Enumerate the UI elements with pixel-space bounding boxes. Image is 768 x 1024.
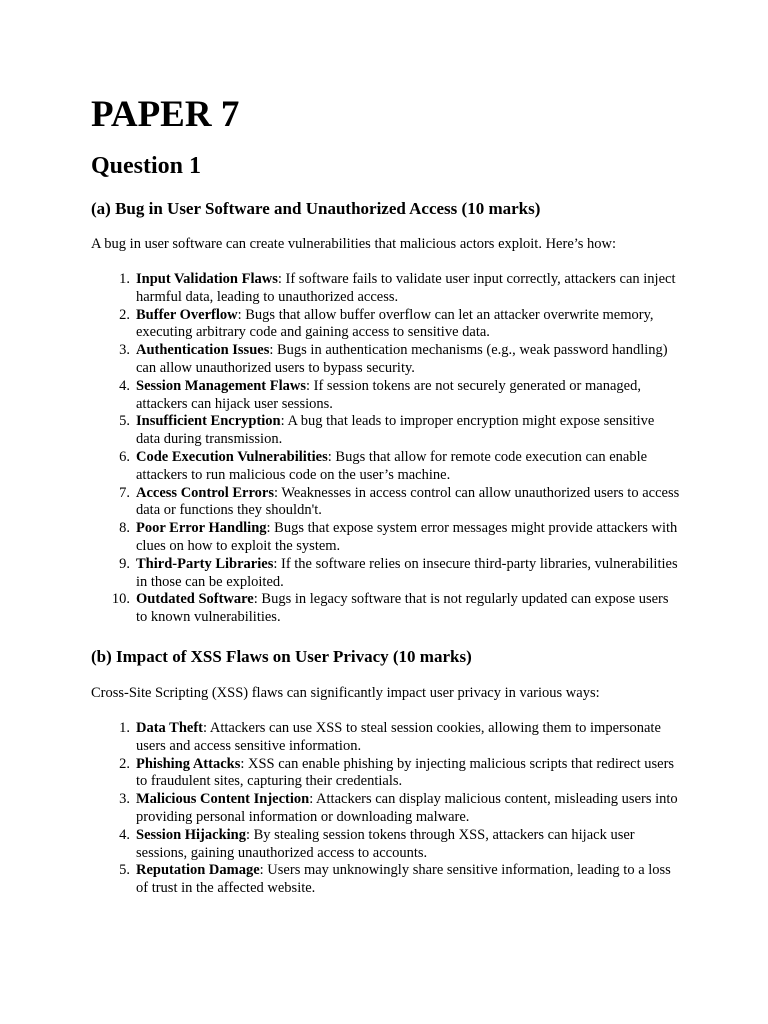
document-title: PAPER 7	[91, 94, 240, 135]
list-item	[119, 720, 681, 756]
item-term: Authentication Issues	[136, 342, 270, 359]
item-text: : By stealing session tokens through XSS, attackers can hijack user sessions, gaining unauthorized access to accounts.	[136, 826, 635, 861]
item-number: 4.	[119, 826, 130, 843]
item-number: 2.	[119, 755, 130, 772]
item-term: Code Execution Vulnerabilities	[136, 448, 328, 465]
item-term: Reputation Damage	[136, 862, 260, 879]
item-term: Input Validation Flaws	[136, 271, 278, 287]
list-item	[111, 591, 681, 627]
item-number: 5.	[119, 862, 130, 879]
item-text: : Weaknesses in access control can allow unauthorized users to access data or functions they shouldn't.	[136, 484, 680, 519]
section-a-list	[111, 271, 681, 627]
list-item	[119, 755, 681, 792]
item-term: Session Management Flaws	[136, 377, 306, 394]
item-number: 8.	[119, 520, 130, 537]
list-item	[119, 271, 681, 307]
item-number: 1.	[119, 720, 130, 736]
item-term: Buffer Overflow	[136, 306, 238, 323]
item-number: 6.	[119, 448, 130, 465]
item-number: 1.	[119, 271, 130, 287]
item-text: : If session tokens are not securely generated or managed, attackers can hijack user sessions.	[136, 377, 641, 412]
list-item	[119, 377, 681, 414]
list-item	[119, 826, 681, 863]
item-term: Data Theft	[136, 720, 203, 736]
item-text: : Bugs that allow for remote code execution can enable attackers to run malicious code on the user’s machine.	[136, 448, 648, 483]
item-term: Poor Error Handling	[136, 520, 267, 537]
item-text: : Attackers can display malicious content, misleading users into providing personal information or downloading malware.	[136, 791, 678, 825]
item-term: Phishing Attacks	[136, 755, 241, 772]
item-number: 4.	[119, 377, 130, 394]
list-item	[119, 555, 681, 592]
list-item	[119, 520, 681, 556]
section-b-heading: (b) Impact of XSS Flaws on User Privacy (10 marks)	[91, 647, 472, 666]
list-item	[119, 448, 681, 485]
item-text: : Users may unknowingly share sensitive information, leading to a loss of trust in the affected website.	[136, 862, 671, 897]
item-number: 9.	[119, 555, 130, 572]
item-text: : Attackers can use XSS to steal session cookies, allowing them to impersonate users and access sensitive information.	[136, 720, 661, 754]
item-term: Session Hijacking	[136, 826, 246, 843]
item-term: Insufficient Encryption	[136, 413, 281, 430]
section-b-intro: Cross-Site Scripting (XSS) flaws can significantly impact user privacy in various ways:	[91, 685, 600, 701]
item-term: Outdated Software	[136, 591, 254, 608]
list-item	[119, 484, 681, 521]
item-text: : A bug that leads to improper encryption might expose sensitive data during transmission.	[136, 413, 655, 448]
question-heading: Question 1	[91, 153, 202, 179]
item-text: : Bugs in authentication mechanisms (e.g., weak password handling) can allow unauthorized users to bypass security.	[136, 342, 668, 376]
list-item	[119, 306, 681, 343]
item-text: : XSS can enable phishing by injecting malicious scripts that redirect users to fraudulent sites, capturing their credentials.	[136, 755, 675, 790]
item-text: : Bugs that expose system error messages might provide attackers with clues on how to exploit the system.	[136, 520, 678, 554]
item-text: : If the software relies on insecure third-party libraries, vulnerabilities in those can be exploited.	[136, 555, 678, 590]
item-number: 10.	[111, 591, 130, 608]
item-text: : Bugs that allow buffer overflow can let an attacker overwrite memory, executing arbitrary code and gaining access to sensitive data.	[136, 306, 654, 341]
section-b-list	[119, 720, 681, 898]
item-term: Third-Party Libraries	[136, 555, 274, 572]
item-term: Access Control Errors	[136, 484, 274, 501]
section-a-intro: A bug in user software can create vulnerabilities that malicious actors exploit. Here’s how:	[91, 236, 617, 252]
list-item	[119, 413, 681, 449]
item-text: : Bugs in legacy software that is not regularly updated can expose users to known vulnerabilities.	[136, 591, 669, 626]
item-term: Malicious Content Injection	[136, 791, 310, 808]
list-item	[119, 862, 681, 898]
list-item	[119, 342, 681, 378]
item-number: 3.	[119, 342, 130, 359]
list-item	[119, 791, 681, 827]
item-number: 7.	[119, 484, 130, 501]
item-text: : If software fails to validate user input correctly, attackers can inject harmful data, leading to unauthorized access.	[136, 271, 676, 305]
section-a-heading: (a) Bug in User Software and Unauthorized Access (10 marks)	[91, 199, 541, 218]
item-number: 5.	[119, 413, 130, 430]
item-number: 3.	[119, 791, 130, 808]
item-number: 2.	[119, 306, 130, 323]
